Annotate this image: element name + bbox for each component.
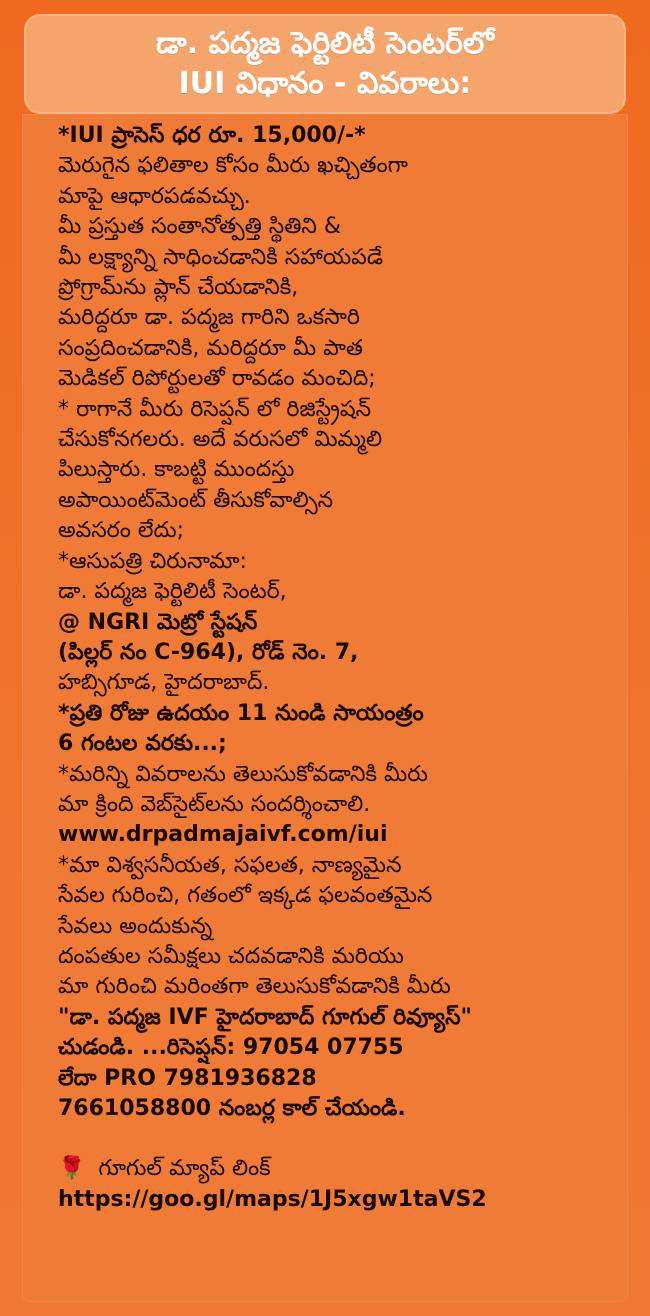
detail-line: ప్రోగ్రామ్‌ను ప్లాన్ చేయడానికి,: [58, 275, 299, 301]
address-line: డా. పద్మజ ఫెర్టిలిటీ సెంటర్,: [58, 579, 287, 605]
hours-line: *ప్రతి రోజు ఉదయం 11 నుండి సాయంత్రం: [58, 700, 424, 726]
detail-line: సంప్రదించడానికి, మరిద్దరూ మీ పాత: [58, 335, 363, 361]
map-label: గూగుల్ మ్యాప్ లింక్: [98, 1156, 271, 1182]
title-line-1: డా. పద్మజ ఫెర్టిలిటీ సెంటర్‌లో: [156, 26, 494, 61]
detail-line: అపాయింట్‌మెంట్ తీసుకోవాల్సిన: [58, 487, 334, 513]
detail-line: మా గురించి మరింతగా తెలుసుకోవడానికి మీరు: [58, 974, 451, 1000]
phone-line: లేదా PRO 7981936828: [58, 1065, 317, 1091]
detail-line: *మరిన్ని వివరాలను తెలుసుకోవడానికి మీరు: [58, 761, 428, 787]
detail-line: మాపై ఆధారపడవచ్చు.: [58, 183, 251, 209]
price-line: *IUI ప్రాసెస్ ధర రూ. 15,000/-*: [58, 123, 366, 148]
detail-line: మెడికల్ రిపోర్టులతో రావడం మంచిది;: [58, 366, 376, 392]
address-line: @ NGRI మెట్రో స్టేషన్: [58, 609, 258, 635]
detail-line: మరిద్దరూ డా. పద్మజ గారిని ఒకసారి: [58, 305, 360, 331]
detail-line: "డా. పద్మజ IVF హైదరాబాద్ గూగుల్ రివ్యూస్": [58, 1004, 472, 1030]
details-text: [58, 121, 598, 1215]
map-link[interactable]: https://goo.gl/maps/1J5xgw1taVS2: [58, 1186, 487, 1212]
address-line: హబ్సిగూడ, హైదరాబాద్.: [58, 670, 270, 696]
detail-line: అవసరం లేదు;: [58, 518, 185, 544]
hours-line: 6 గంటల వరకు...;: [58, 731, 227, 757]
website-link[interactable]: www.drpadmajaivf.com/iui: [58, 822, 388, 848]
detail-line: * రాగానే మీరు రిసెప్షన్ లో రిజిస్ట్రేషన్: [58, 396, 372, 422]
detail-line: మీ లక్ష్యాన్ని సాధించడానికి సహాయపడే: [58, 244, 384, 270]
detail-line: *మా విశ్వసనీయత, సఫలత, నాణ్యమైన: [58, 852, 402, 878]
detail-line: పిలుస్తారు. కాబట్టి ముందస్తు: [58, 457, 295, 483]
detail-line: మీ ప్రస్తుత సంతానోత్పత్తి స్థితిని &: [58, 214, 342, 240]
detail-line: చేసుకోనగలరు. అదే వరుసలో మిమ్మలి: [58, 427, 383, 453]
detail-line: మెరుగైన ఫలితాల కోసం మీరు ఖచ్చితంగా: [58, 153, 408, 179]
address-line: (పిల్లర్ నం C-964), రోడ్ నెం. 7,: [58, 639, 359, 665]
map-label-line: [58, 1154, 598, 1184]
title-line-2: IUI విధానం - వివరాలు:: [178, 66, 472, 101]
rose-icon: 🌹: [58, 1156, 86, 1182]
detail-line: సేవలు అందుకున్న: [58, 913, 213, 939]
phone-line: చుడండి. ...రిసెప్షన్: 97054 07755: [58, 1035, 404, 1061]
detail-line: సేవల గురించి, గతంలో ఇక్కడ ఫలవంతమైన: [58, 883, 433, 909]
detail-line: దంపతుల సమీక్షలు చదవడానికి మరియు: [58, 943, 404, 969]
phone-line: 7661058800 నంబర్ల కాల్ చేయండి.: [58, 1096, 406, 1121]
section-spacer: [58, 1124, 598, 1154]
detail-line: మా క్రింది వెబ్‌సైట్‌లను సందర్శించాలి.: [58, 791, 371, 817]
title-banner: [24, 14, 626, 114]
address-heading: *ఆసుపత్రి చిరునామా:: [58, 548, 247, 574]
